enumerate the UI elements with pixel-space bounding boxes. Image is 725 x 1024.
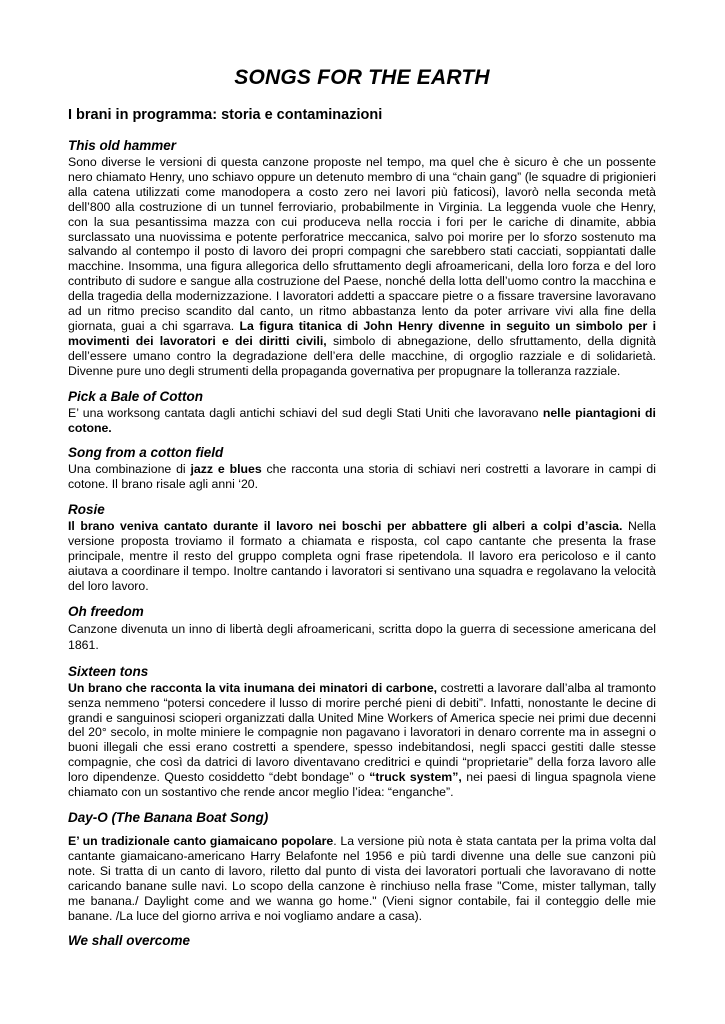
section-heading: Pick a Bale of Cotton bbox=[68, 388, 204, 404]
section-heading: Song from a cotton field bbox=[68, 445, 224, 461]
body-bold-text: jazz e blues bbox=[190, 462, 262, 477]
body-bold-text: E’ un tradizionale canto giamaicano popolare bbox=[68, 834, 334, 848]
section-body bbox=[68, 519, 656, 594]
body-text: Sono diverse le versioni di questa canzone proposte nel tempo, ma quel che è sicuro è che un possente nero chiamato Henry, uno schiavo oppure un detenuto membro di una “chain gang” (le squadre di prigionieri alla catena utilizzati come manodopera a costo zero nei lavori più faticosi), lavorò nella seconda metà dell’800 alla costruzione di un tunnel ferroviario, probabilmente in Virginia. La leggenda vuole che Henry, con la sua pesantissima mazza con cui produceva nella roccia i fori per le cariche di dinamite, abbia surclassato una nuovissima e potente perforatrice meccanica, salvo poi morire per lo sforzo sostenuto ma salvando al contempo il posto di lavoro dei propri compagni che sarebbero stati cacciati, soppiantati dalle macchine. Insomma, una figura allegorica dello sfruttamento degli afroamericani, della loro forza e del loro contributo di sudore e sangue alla costruzione del Paese, nonché della lotta dell’uomo contro la macchina e della tragedia della modernizzazione. I lavoratori addetti a spaccare pietre o a fissare traversine lavoravano ad un ritmo preciso scandito dal canto, un ritmo abbastanza lento da poter arrivare vivi alla fine della giornata, guai a chi sgarrava. bbox=[68, 155, 656, 333]
section-heading: Rosie bbox=[68, 502, 105, 518]
section-body bbox=[68, 621, 656, 654]
document-page bbox=[68, 66, 656, 959]
section-oh-freedom bbox=[68, 604, 656, 654]
page-subtitle: I brani in programma: storia e contaminazioni bbox=[68, 107, 383, 123]
body-bold-text: nelle piantagioni di cotone. bbox=[68, 405, 656, 435]
section-body bbox=[68, 681, 656, 800]
body-bold-text: Il brano veniva cantato durante il lavoro nei boschi per abbattere gli alberi a colpi d’ascia. bbox=[68, 519, 623, 534]
body-text: Una combinazione di bbox=[68, 462, 186, 477]
section-rosie bbox=[68, 502, 656, 594]
body-bold-text: Un brano che racconta la vita inumana dei minatori di carbone, bbox=[68, 680, 438, 695]
section-we-shall-overcome bbox=[68, 933, 656, 949]
section-heading: Oh freedom bbox=[68, 603, 144, 619]
body-bold-text: “truck system”, bbox=[369, 770, 462, 785]
section-heading: Sixteen tons bbox=[68, 663, 149, 679]
body-text: costretti a lavorare dall’alba al tramonto senza nemmeno “potersi concedere il lusso di morire perché pieni di debiti”. Infatti, nonostante le decine di grandi e sanguinosi scioperi organizzati dalla United Mine Workers of America specie nei primi due decenni del 20° secolo, in molte miniere le compagnie non pagavano i lavoratori in denaro corrente ma in assegni o buoni illegali che essi erano costretti a spendere, spesso indebitandosi, negli spacci gestiti dalle stesse compagnie, che così da datrici di lavoro diventavano creditrici e quindi “proprietarie” della forza lavoro alle loro dipendenze. Questo cosiddetto “debt bondage” o bbox=[68, 680, 656, 785]
section-heading: We shall overcome bbox=[68, 933, 191, 949]
section-cotton-field bbox=[68, 445, 656, 492]
section-heading: This old hammer bbox=[68, 138, 177, 153]
body-text: E’ una worksong cantata dagli antichi schiavi del sud degli Stati Uniti che lavoravano bbox=[68, 405, 539, 420]
section-heading: Day-O (The Banana Boat Song) bbox=[68, 810, 269, 825]
section-body bbox=[68, 155, 656, 379]
section-this-old-hammer bbox=[68, 138, 656, 379]
body-text: nei paesi di lingua spagnola viene chiamato con un sostantivo che rende ancor meglio l’idea: “enganche”. bbox=[68, 770, 657, 800]
section-day-o bbox=[68, 810, 656, 923]
body-bold-text: La figura titanica di John Henry divenne in seguito un simbolo per i movimenti dei lavoratori e dei diritti civili, bbox=[68, 318, 656, 348]
section-body bbox=[68, 462, 656, 492]
section-pick-a-bale bbox=[68, 389, 656, 436]
section-body bbox=[68, 834, 656, 923]
page-title: SONGS FOR THE EARTH bbox=[234, 66, 490, 89]
section-body bbox=[68, 406, 656, 436]
body-text: che racconta una storia di schiavi neri costretti a lavorare in campi di cotone. Il brano risale agli anni ‘20. bbox=[68, 462, 657, 492]
section-sixteen-tons bbox=[68, 664, 656, 800]
body-text: simbolo di abnegazione, dello sfruttamento, della dignità dell’essere umano contro la degradazione dell’era delle macchine, di orgoglio razziale e di solidarietà. Divenne pure uno degli strumenti della propaganda governativa per propugnare la tolleranza razziale. bbox=[68, 333, 656, 378]
body-text: Nella versione proposta troviamo il formato a chiamata e risposta, col capo cantante che presenta la frase principale, mentre il resto del gruppo completa ogni frase ripetendola. Il lavoro era pericoloso e il canto aiutava a coordinare il tempo. Inoltre cantando i lavoratori si sentivano una squadra e regolavano la velocità del loro lavoro. bbox=[68, 519, 656, 593]
body-text: . La versione più nota è stata cantata per la prima volta dal cantante giamaicano-americano Harry Belafonte nel 1956 e più tardi divenne una delle sue canzoni più note. Si tratta di un canto di lavoro, riletto dal punto di vista dei lavoratori portuali che lavoravano di notte caricando banane sulle navi. Lo scopo della canzone è rinchiuso nella frase "Come, mister tallyman, tally me banana./ Daylight come and we wanna go home." (Vieni signor contabile, fai il conteggio delle mie banane. /La luce del giorno arriva e noi vogliamo andare a casa). bbox=[68, 834, 656, 923]
body-text: Canzone divenuta un inno di libertà degli afroamericani, scritta dopo la guerra di secessione americana del 1861. bbox=[68, 621, 656, 653]
